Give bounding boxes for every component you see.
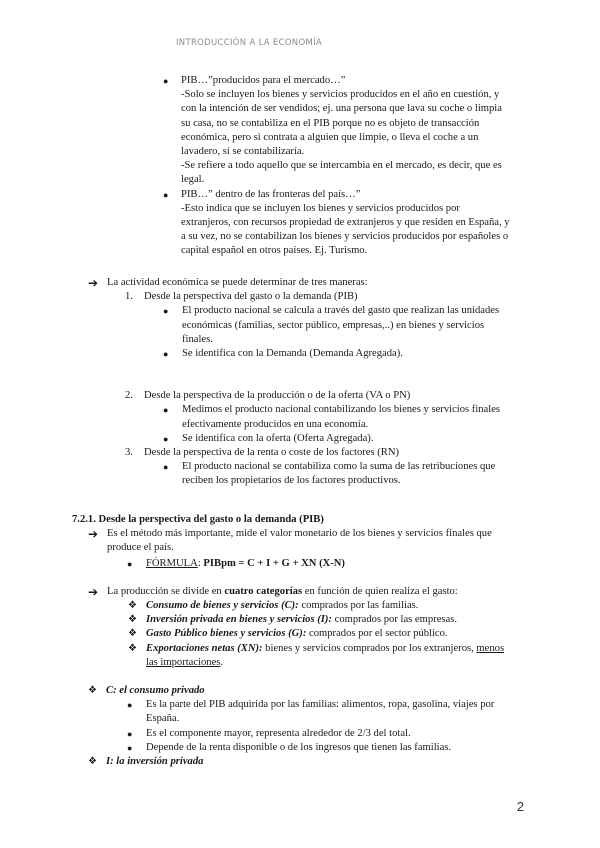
bullet-icon: ● — [163, 306, 169, 317]
bullet-line: económicas (familias, sector público, empresas,..) en bienes y servicios — [182, 319, 485, 331]
diamond-bullet-icon: ❖ — [88, 685, 97, 697]
arrow-right-icon: ➔ — [88, 584, 99, 599]
category-end: . — [220, 656, 224, 668]
activity-intro: La actividad económica se puede determinar de tres maneras: — [107, 277, 368, 288]
bullet-icon: ● — [163, 76, 169, 86]
category-name: Inversión privada en bienes y servicios (I): — [146, 614, 332, 626]
item-number: 2. — [125, 390, 133, 402]
arrow-item — [72, 585, 552, 599]
diamond-bullet-icon: ❖ — [128, 614, 137, 626]
subsection-heading: C: el consumo privado — [106, 685, 205, 697]
bullet-icon: ● — [163, 462, 169, 473]
bullet-icon: ● — [163, 189, 169, 200]
bullet-line: Es el componente mayor, representa alrededor de 2/3 del total. — [146, 727, 411, 739]
production-bold: cuatro categorías — [224, 585, 303, 597]
method-line: Es el método más importante, mide el valor monetario de los bienes y servicios finales que — [107, 528, 492, 540]
pib-notes — [163, 74, 533, 259]
method-line: produce el país. — [107, 542, 174, 554]
bullet-icon: ● — [127, 728, 133, 739]
note-line: -Se refiere a todo aquello que se intercambia en el mercado, es decir, que es — [181, 160, 502, 172]
bullet-line: Se identifica con la Demanda (Demanda Agregada). — [182, 348, 403, 360]
category-text: comprados por el sector público. — [306, 628, 448, 640]
bullet-icon: ● — [163, 349, 169, 360]
arrow-right-icon: ➔ — [88, 276, 99, 290]
bullet-icon: ● — [127, 742, 133, 753]
subsection-item — [72, 684, 552, 698]
item-number: 3. — [125, 447, 133, 459]
bullet-icon: ● — [127, 558, 133, 569]
category-name: Exportaciones netas (XN): — [146, 642, 263, 654]
way-title: Desde la perspectiva de la renta o coste de los factores (RN) — [144, 447, 400, 459]
category-text: comprados por las familias. — [298, 600, 419, 612]
item-number: 1. — [125, 291, 133, 303]
note-line: extranjeros, con recursos propiedad de extranjeros y que residen en España, y — [181, 217, 510, 229]
formula-colon: : — [197, 557, 204, 569]
numbered-item — [88, 446, 548, 460]
bullet-icon: ● — [163, 405, 169, 416]
bullet-item — [163, 188, 533, 259]
numbered-item — [88, 290, 548, 304]
running-header: INTRODUCCIÓN A LA ECONOMÍA — [176, 38, 323, 48]
bullet-item — [88, 304, 548, 347]
activity-section — [88, 276, 548, 489]
formula-label: FÓRMULA — [146, 557, 198, 569]
production-text: La producción se divide en — [107, 585, 225, 597]
bullet-item — [72, 727, 552, 741]
bullet-line: El producto nacional se contabiliza como la suma de las retribuciones que — [182, 461, 496, 473]
bullet-line: Depende de la renta disponible o de los ingresos que tienen las familias. — [146, 741, 452, 753]
note-line: a su vez, no se contabilizan los bienes y servicios producidos por españoles o — [181, 231, 509, 243]
bullet-item — [72, 741, 552, 755]
page-number: 2 — [516, 799, 524, 814]
bullet-icon: ● — [127, 700, 133, 711]
bullet-item — [163, 74, 533, 188]
note-line: con la intención de ser vendidos; ej. una persona que lava su coche o limpia — [181, 103, 502, 115]
bullet-line: Es la parte del PIB adquirida por las familias: alimentos, ropa, gasolina, viajes por — [146, 699, 495, 711]
bullet-line: reciben los propietarios de los factores productivos. — [182, 475, 401, 487]
bullet-line: finales. — [182, 333, 213, 345]
category-item — [72, 642, 552, 670]
bullet-line: Medimos el producto nacional contabilizando los bienes y servicios finales — [182, 404, 501, 416]
note-line: -Esto indica que se incluyen los bienes y servicios producidos por — [181, 202, 460, 214]
note-line: lavadero, sí se contabilizaría. — [181, 146, 305, 158]
formula-text: PIBpm = C + I + G + XN (X-N) — [203, 557, 345, 569]
bullet-item — [88, 403, 548, 431]
note-line: -Solo se incluyen los bienes y servicios producidos en el año en cuestión, y — [181, 89, 500, 101]
way-title: Desde la perspectiva de la producción o de la oferta (VA o PN) — [144, 390, 411, 402]
bullet-item — [88, 432, 548, 446]
bullet-icon: ● — [163, 433, 169, 444]
note-line: legal. — [181, 174, 205, 186]
note-title: PIB…”producidos para el mercado…” — [181, 75, 346, 86]
subsection-item — [72, 755, 552, 769]
numbered-item — [88, 389, 548, 403]
category-item — [72, 613, 552, 627]
bullet-line: Se identifica con la oferta (Oferta Agregada). — [182, 432, 374, 444]
category-item — [72, 627, 552, 641]
production-text: en función de quien realiza el gasto: — [302, 585, 458, 597]
category-name: Gasto Público bienes y servicios (G): — [146, 628, 307, 640]
note-line: capital español en otros países. Ej. Turismo. — [181, 245, 368, 257]
diamond-bullet-icon: ❖ — [128, 600, 137, 612]
bullet-item — [88, 460, 548, 488]
diamond-bullet-icon: ❖ — [128, 642, 137, 654]
bullet-line: efectivamente producidos en una economía. — [182, 418, 369, 430]
note-title: PIB…” dentro de las fronteras del país…” — [181, 188, 361, 200]
category-underline: las importaciones — [146, 656, 221, 668]
category-text: bienes y servicios comprados por los extranjeros, — [262, 642, 477, 654]
diamond-bullet-icon: ❖ — [88, 756, 97, 768]
way-title: Desde la perspectiva del gasto o la demanda (PIB) — [144, 291, 358, 303]
section-7-2-1 — [72, 513, 552, 769]
diamond-bullet-icon: ❖ — [128, 628, 137, 640]
arrow-item — [88, 276, 548, 290]
arrow-right-icon: ➔ — [88, 527, 99, 542]
bullet-item — [88, 347, 548, 361]
arrow-item — [72, 527, 552, 555]
formula-item — [72, 557, 552, 571]
note-line: su casa, no se contabiliza en el PIB porque no es objeto de transacción — [181, 117, 480, 129]
category-underline: menos — [476, 642, 505, 654]
bullet-item — [72, 698, 552, 726]
section-heading: 7.2.1. Desde la perspectiva del gasto o la demanda (PIB) — [72, 514, 324, 525]
category-name: Consumo de bienes y servicios (C): — [146, 600, 299, 612]
bullet-line: España. — [146, 713, 180, 725]
bullet-line: El producto nacional se calcula a través del gasto que realizan las unidades — [182, 305, 500, 317]
category-item — [72, 599, 552, 613]
note-line: económica, pero si contrata a alguien que limpie, o lleva el coche a un — [181, 131, 479, 143]
category-text: comprados por las empresas. — [331, 614, 457, 626]
subsection-heading: I: la inversión privada — [106, 756, 204, 768]
